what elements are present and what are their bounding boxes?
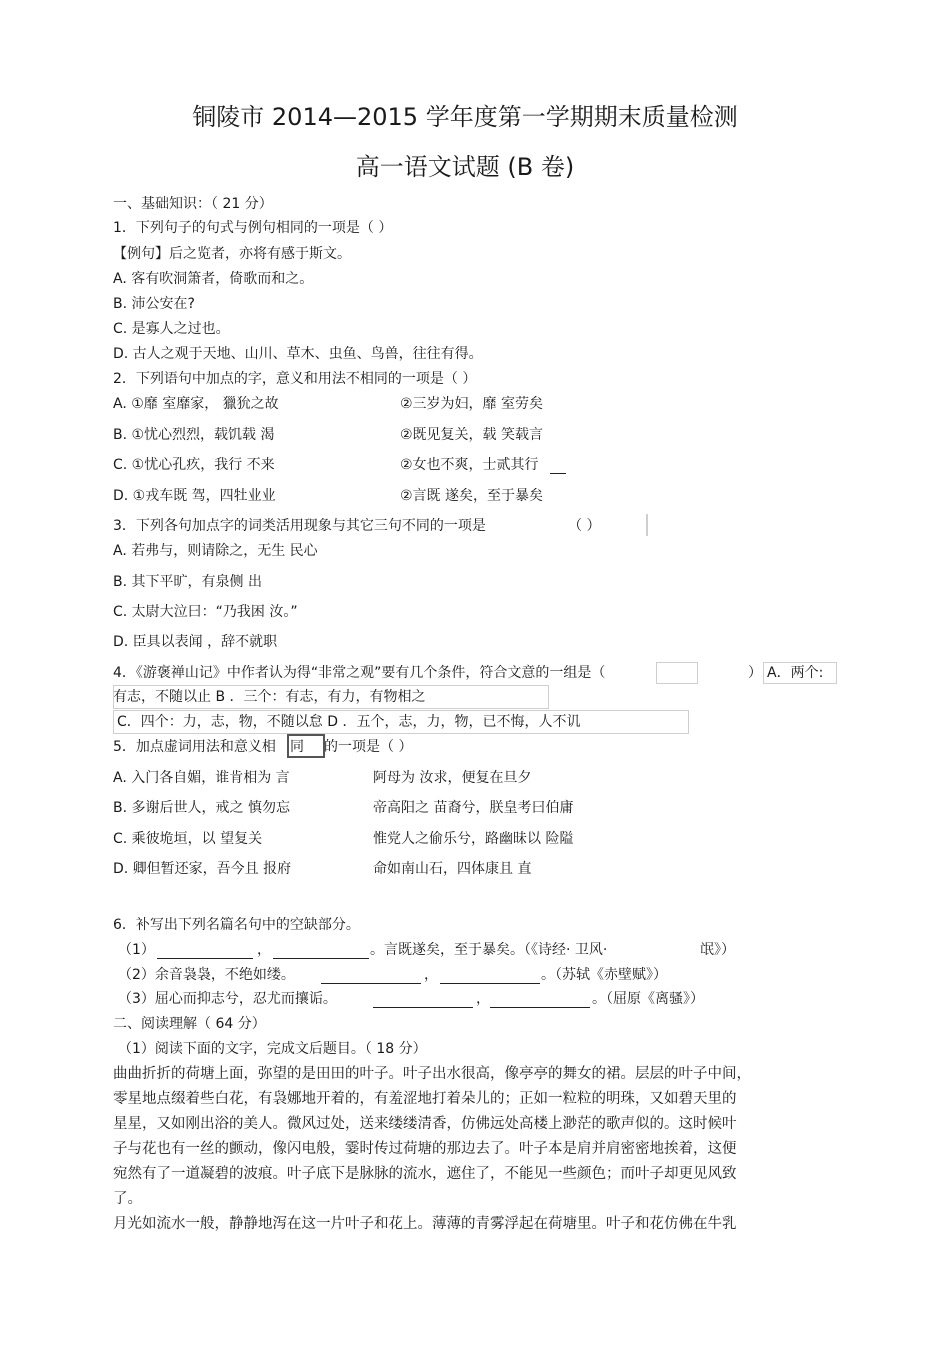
q6-line3-text: （3）屈心而抑志兮，忍尤而攘诟。 xyxy=(118,991,337,1007)
q6-blank-1b[interactable] xyxy=(273,942,369,959)
q6-blank-2b[interactable] xyxy=(440,967,540,984)
q6-line1-rest: 。言既遂矣，至于暴矣。（《诗经· 卫风· xyxy=(370,942,608,958)
q5-option-a-1: A. 入门各自媚，谁肯相为 言 xyxy=(113,770,290,786)
q2-stem: 2．下列语句中加点的字，意义和用法不相同的一项是（ ） xyxy=(113,371,477,387)
q4-options-line2: 有志，不随以止 B ．三个：有志，有力，有物相之 xyxy=(113,689,426,705)
passage-line: 零星地点缀着些白花，有袅娜地开着的，有羞涩地打着朵儿的；正如一粒粒的明珠，又如碧天里的 xyxy=(113,1091,737,1107)
exam-subtitle: 高一语文试题 (B 卷) xyxy=(355,153,575,181)
q6-line3-source: 。（屈原《离骚》） xyxy=(592,991,704,1007)
q2-option-c-2: ②女也不爽，士贰其行 xyxy=(400,457,539,473)
q3-stem: 3．下列各句加点字的词类活用现象与其它三句不同的一项是 xyxy=(113,518,486,534)
q5-stem-box-text: 同 xyxy=(290,739,304,755)
passage-line: 宛然有了一道凝碧的波痕。叶子底下是脉脉的流水，遮住了，不能见一些颜色；而叶子却更见风致 xyxy=(113,1166,737,1182)
q5-option-b-2: 帝高阳之 苗裔兮，朕皇考曰伯庸 xyxy=(373,800,574,816)
q2-option-a-1: A. ①靡 室靡家， 獵狁之故 xyxy=(113,396,279,412)
q3-option-c: C. 太尉大泣曰：“乃我困 汝。” xyxy=(113,604,298,620)
q4-stem: 4．《游褒禅山记》中作者认为得“非常之观”要有几个条件，符合文意的一组是（ xyxy=(113,665,606,681)
q3-answer-paren: （ ） xyxy=(568,518,601,534)
section2-heading: 二、阅读理解（ 64 分） xyxy=(113,1016,266,1032)
exam-title: 铜陵市 2014—2015 学年度第一学期期末质量检测 xyxy=(192,103,738,131)
passage-line: 曲曲折折的荷塘上面，弥望的是田田的叶子。叶子出水很高，像亭亭的舞女的裙。层层的叶子中间， xyxy=(113,1066,751,1082)
q6-line1-num: （1） xyxy=(118,942,155,958)
q2-option-d-1: D. ①戎车既 驾，四牡业业 xyxy=(113,488,276,504)
q2-option-a-2: ②三岁为妇，靡 室劳矣 xyxy=(400,396,544,412)
q6-blank-3a[interactable] xyxy=(373,991,473,1008)
q5-option-b-1: B. 多谢后世人，戒之 慎勿忘 xyxy=(113,800,290,816)
q3-option-a: A. 若弗与，则请除之，无生 民心 xyxy=(113,543,318,559)
q4-option-a-start: A．两个: xyxy=(767,665,824,681)
q4-line3-box xyxy=(113,710,689,734)
q6-stem: 6．补写出下列名篇名句中的空缺部分。 xyxy=(113,917,360,933)
q6-line3-sep: ， xyxy=(476,991,490,1007)
q5-stem-a: 5．加点虚词用法和意义相 xyxy=(113,739,276,755)
q5-option-c-2: 惟党人之偷乐兮，路幽昧以 险隘 xyxy=(373,831,574,847)
q4-options-line3: C．四个：力，志，物，不随以怠 D ．五个，志，力，物，已不悔，人不讥 xyxy=(117,714,581,730)
q5-option-d-1: D. 卿但暂还家，吾今且 报府 xyxy=(113,861,292,877)
q6-line1-sep: ， xyxy=(257,942,271,958)
q6-line2-sep: ， xyxy=(424,967,438,983)
q4-line2-box xyxy=(113,685,549,709)
q3-option-d: D. 臣具以表闻 ，辞不就职 xyxy=(113,634,278,650)
q4-answer-box xyxy=(656,662,698,684)
q2-option-b-2: ②既见复关，载 笑载言 xyxy=(400,427,544,443)
q2-c-dot-mark xyxy=(550,457,566,474)
section1-heading: 一、基础知识：（ 21 分） xyxy=(113,196,273,212)
section2-sub1: （1）阅读下面的文字，完成文后题目。（ 18 分） xyxy=(118,1041,427,1057)
q1-stem: 1．下列句子的句式与例句相同的一项是（ ） xyxy=(113,220,393,236)
q6-blank-3b[interactable] xyxy=(490,991,590,1008)
passage-line: 了。 xyxy=(113,1191,142,1207)
q6-blank-2a[interactable] xyxy=(321,967,421,984)
q6-line1-end: 氓》） xyxy=(700,942,735,958)
q2-option-c-1: C. ①忧心孔疚，我行 不来 xyxy=(113,457,275,473)
q4-close-paren: ） xyxy=(748,665,762,681)
q1-example: 【例句】后之览者，亦将有感于斯文。 xyxy=(113,246,351,262)
q5-option-c-1: C. 乘彼垝垣，以 望复关 xyxy=(113,831,263,847)
q2-option-d-2: ②言既 遂矣，至于暴矣 xyxy=(400,488,544,504)
q6-line2-text: （2）余音袅袅，不绝如缕。 xyxy=(118,967,295,983)
passage-line: 子与花也有一丝的颤动，像闪电般，霎时传过荷塘的那边去了。叶子本是肩并肩密密地挨着，这便 xyxy=(113,1141,737,1157)
passage-line: 星星，又如刚出浴的美人。微风过处，送来缕缕清香，仿佛远处高楼上渺茫的歌声似的。这时候叶 xyxy=(113,1116,737,1132)
passage-line: 月光如流水一般，静静地泻在这一片叶子和花上。薄薄的青雾浮起在荷塘里。叶子和花仿佛在牛乳 xyxy=(113,1216,737,1232)
q6-line2-source: 。（苏轼《赤壁赋》） xyxy=(541,967,667,983)
q5-option-d-2: 命如南山石，四体康且 直 xyxy=(373,861,532,877)
q3-option-b: B. 其下平旷，有泉侧 出 xyxy=(113,574,262,590)
q1-option-d: D. 古人之观于天地、山川、草木、虫鱼、鸟兽，往往有得。 xyxy=(113,346,483,362)
q1-option-b: B. 沛公安在? xyxy=(113,296,195,312)
q6-blank-1a[interactable] xyxy=(157,942,253,959)
q3-box-edge xyxy=(646,514,648,536)
q5-option-a-2: 阿母为 汝求，便复在旦夕 xyxy=(373,770,532,786)
q2-option-b-1: B. ①忧心烈烈，载饥载 渴 xyxy=(113,427,275,443)
q1-option-c: C. 是寡人之过也。 xyxy=(113,321,230,337)
q1-option-a: A. 客有吹洞箫者，倚歌而和之。 xyxy=(113,271,314,287)
q5-stem-b: 的一项是（ ） xyxy=(324,739,413,755)
